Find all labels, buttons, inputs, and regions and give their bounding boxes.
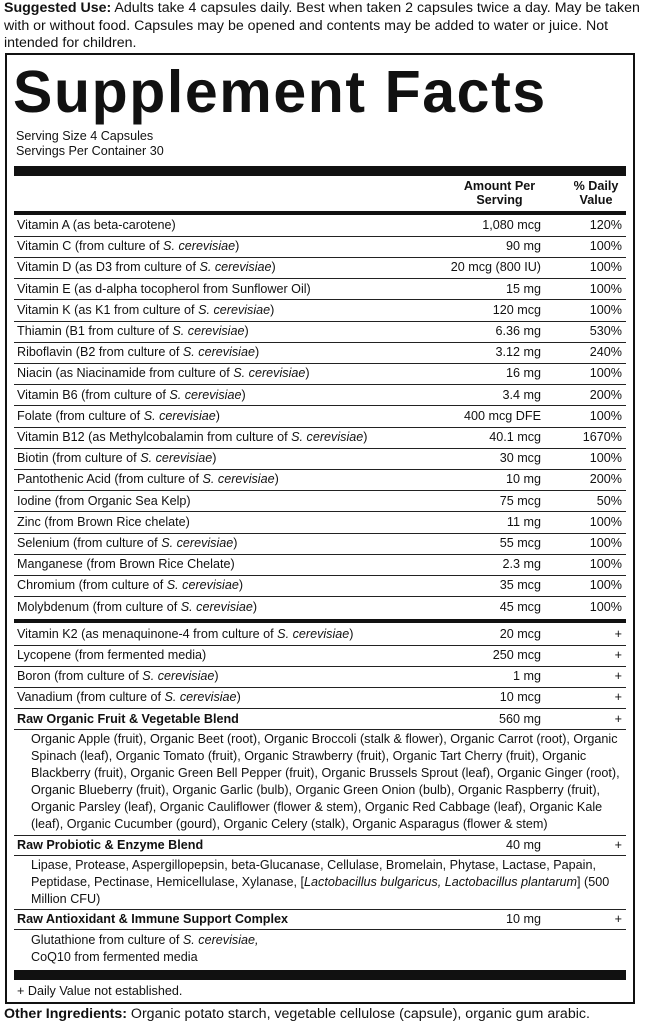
nutrient-amount: 250 mcg	[492, 648, 541, 662]
nutrient-name: Zinc (from Brown Rice chelate)	[17, 514, 190, 529]
daily-value-footnote: + Daily Value not established.	[17, 983, 183, 998]
nutrient-name: Vitamin C (from culture of S. cerevisiae)	[17, 239, 240, 254]
supplement-facts-panel	[5, 53, 635, 1004]
nutrient-row	[14, 215, 626, 236]
nutrient-amount: 35 mcg	[499, 578, 541, 593]
nutrient-name: Chromium (from culture of S. cerevisiae)	[17, 578, 244, 593]
nutrient-daily-value: 100%	[589, 408, 622, 423]
panel-title: Supplement Facts	[13, 59, 547, 125]
nutrient-row	[14, 257, 626, 278]
nutrient-daily-value: 100%	[589, 578, 622, 593]
nutrient-name: Vitamin D (as D3 from culture of S. cerevisiae)	[17, 260, 276, 275]
nutrient-daily-value: +	[614, 648, 622, 662]
suggested-use-text: Adults take 4 capsules daily. Best when taken 2 capsules twice a day. May be taken with or without food. Capsules may be opened and contents may be added to water or juice. Not intended for children.	[4, 0, 640, 51]
nutrient-name: Raw Probiotic & Enzyme Blend	[17, 837, 204, 852]
nutrient-amount: 16 mg	[505, 366, 541, 381]
nutrient-row	[14, 236, 626, 257]
nutrient-daily-value: 100%	[589, 239, 622, 254]
nutrient-amount: 10 mg	[505, 472, 541, 487]
nutrient-daily-value: +	[614, 711, 622, 726]
nutrient-name: Vitamin E (as d-alpha tocopherol from Sunflower Oil)	[17, 281, 311, 296]
cfu-count: ] (500 Million CFU)	[31, 874, 610, 906]
nutrient-name: Vitamin B12 (as Methylcobalamin from culture of S. cerevisiae)	[17, 430, 368, 444]
nutrient-daily-value: 200%	[589, 472, 622, 487]
suggested-use	[4, 0, 640, 53]
nutrient-row	[14, 363, 626, 384]
nutrient-amount: 40 mg	[505, 837, 541, 852]
nutrient-name: Raw Organic Fruit & Vegetable Blend	[17, 711, 239, 726]
nutrient-amount: 1,080 mcg	[482, 218, 541, 232]
probiotic-strains: Lactobacillus bulgaricus, Lactobacillus plantarum	[304, 874, 578, 889]
nutrient-row	[14, 491, 626, 512]
nutrient-daily-value: +	[614, 690, 622, 705]
nutrient-row	[14, 427, 626, 448]
nutrient-row	[14, 469, 626, 490]
nutrient-amount: 40.1 mcg	[489, 430, 541, 444]
nutrient-name: Vitamin K (as K1 from culture of S. cerevisiae)	[17, 302, 275, 317]
nutrient-row	[14, 512, 626, 533]
probiotic-enzyme-ingredients	[31, 857, 623, 908]
nutrient-name: Vitamin A (as beta-carotene)	[17, 218, 176, 232]
nutrient-row	[14, 448, 626, 469]
nutrient-amount: 20 mcg	[499, 626, 541, 641]
other-ingredients	[4, 1006, 590, 1022]
nutrient-amount: 120 mcg	[492, 302, 541, 317]
thick-divider-top	[14, 166, 626, 176]
nutrient-amount: 3.12 mg	[495, 345, 541, 360]
nutrient-row	[14, 533, 626, 554]
nutrient-daily-value: 240%	[589, 345, 622, 360]
col-amount-header: Amount Per Serving	[463, 179, 536, 207]
antioxidant-complex-ingredients	[31, 932, 623, 966]
nutrient-name: Pantothenic Acid (from culture of S. cerevisiae)	[17, 472, 279, 487]
nutrient-name: Vitamin B6 (from culture of S. cerevisiae)	[17, 387, 246, 402]
nutrient-daily-value: +	[614, 626, 622, 641]
glutathione-text: Glutathione from culture of	[31, 932, 183, 947]
nutrient-daily-value: 100%	[589, 366, 622, 381]
nutrient-row	[14, 709, 626, 730]
nutrient-row	[14, 597, 626, 618]
thick-divider-bottom	[14, 970, 626, 980]
nutrient-daily-value: 50%	[596, 493, 622, 508]
nutrient-daily-value: 100%	[589, 281, 622, 296]
nutrient-amount: 3.4 mg	[502, 387, 541, 402]
nutrient-name: Molybdenum (from culture of S. cerevisiae)	[17, 599, 258, 614]
nutrient-name: Riboflavin (B2 from culture of S. cerevisiae)	[17, 345, 260, 360]
nutrient-name: Selenium (from culture of S. cerevisiae)	[17, 536, 238, 550]
nutrient-daily-value: 100%	[589, 557, 622, 572]
nutrient-amount: 1 mg	[513, 669, 541, 684]
nutrient-daily-value: 100%	[589, 451, 622, 466]
nutrient-name: Boron (from culture of S. cerevisiae)	[17, 669, 219, 684]
nutrient-row	[14, 666, 626, 687]
nutrient-amount: 11 mg	[506, 514, 541, 529]
row-divider	[14, 929, 626, 930]
nutrient-row	[14, 554, 626, 575]
row-divider	[14, 729, 626, 730]
nutrient-row	[14, 279, 626, 300]
nutrient-daily-value: +	[614, 669, 622, 684]
nutrient-amount: 45 mcg	[499, 599, 541, 614]
col-dv-header: % Daily Value	[573, 179, 619, 207]
fruit-veg-blend-ingredients: Organic Apple (fruit), Organic Beet (root), Organic Broccoli (stalk & flower), Organic Carrot (root), Organic Spinach (leaf), Organic Tomato (fruit), Organic Strawberry (fruit), Organic Tart Cherry (fruit), Organic Blackberry (fruit), Organic Green Bell Pepper (fruit), Organic Brussels Sprout (leaf), Organic Ginger (root), Organic Blueberry (fruit), Organic Garlic (bulb), Organic Green Onion (bulb), Organic Raspberry (fruit), Organic Parsley (leaf), Organic Cauliflower (flower & stem), Organic Red Cabbage (leaf), Organic Kale (leaf), Organic Cucumber (gourd), Organic Celery (stalk), Organic Asparagus (flower & stem)	[31, 731, 620, 831]
nutrient-row	[14, 624, 626, 645]
nutrient-amount: 6.36 mg	[495, 324, 541, 338]
serving-size: Serving Size 4 Capsules	[16, 129, 154, 143]
nutrient-row	[14, 645, 626, 666]
nutrient-row	[14, 909, 626, 930]
nutrient-daily-value: 100%	[589, 302, 622, 317]
nutrient-row	[14, 687, 626, 708]
nutrient-daily-value: 530%	[589, 324, 622, 338]
nutrient-amount: 55 mcg	[499, 536, 541, 550]
row-divider	[14, 855, 626, 856]
nutrient-name: Raw Antioxidant & Immune Support Complex	[17, 911, 289, 926]
nutrient-daily-value: 100%	[589, 514, 622, 529]
nutrient-amount: 15 mg	[505, 281, 541, 296]
nutrient-amount: 400 mcg DFE	[464, 408, 541, 423]
nutrient-row	[14, 835, 626, 856]
nutrient-daily-value: 100%	[589, 599, 622, 614]
section-divider	[14, 619, 626, 623]
nutrient-daily-value: 120%	[589, 218, 622, 232]
nutrient-row	[14, 342, 626, 363]
nutrient-amount: 75 mcg	[499, 493, 541, 508]
nutrient-amount: 2.3 mg	[502, 557, 541, 572]
nutrient-daily-value: 100%	[589, 260, 622, 275]
other-ingredients-text: Organic potato starch, vegetable cellulose (capsule), organic gum arabic.	[126, 1006, 590, 1022]
nutrient-row	[14, 321, 626, 342]
nutrient-name: Biotin (from culture of S. cerevisiae)	[17, 451, 217, 466]
other-ingredients-label: Other Ingredients:	[4, 1006, 127, 1022]
suggested-use-label: Suggested Use:	[4, 0, 112, 16]
coq10-text: CoQ10 from fermented media	[31, 949, 198, 964]
nutrient-amount: 10 mg	[505, 911, 541, 926]
nutrient-name: Lycopene (from fermented media)	[17, 648, 207, 662]
nutrient-row	[14, 575, 626, 596]
nutrient-name: Iodine (from Organic Sea Kelp)	[17, 493, 191, 508]
nutrient-name: Vanadium (from culture of S. cerevisiae)	[17, 690, 241, 705]
nutrient-amount: 30 mcg	[499, 451, 541, 466]
nutrient-row	[14, 300, 626, 321]
nutrient-daily-value: 1670%	[582, 430, 622, 444]
nutrient-amount: 10 mcg	[499, 690, 541, 705]
nutrient-name: Thiamin (B1 from culture of S. cerevisiae)	[17, 324, 249, 338]
nutrient-daily-value: 100%	[589, 536, 622, 550]
nutrient-name: Vitamin K2 (as menaquinone-4 from culture of S. cerevisiae)	[17, 626, 354, 641]
culture-name: S. cerevisiae,	[182, 932, 259, 947]
nutrient-daily-value: 200%	[589, 387, 622, 402]
nutrient-name: Niacin (as Niacinamide from culture of S. cerevisiae)	[17, 366, 310, 381]
nutrient-daily-value: +	[614, 911, 622, 926]
nutrient-amount: 20 mcg (800 IU)	[450, 260, 541, 275]
servings-per-container: Servings Per Container 30	[16, 144, 164, 158]
enzymes-text: Lipase, Protease, Aspergillopepsin, beta-Glucanase, Cellulase, Bromelain, Phytase, Lactase, Papain, Peptidase, Pectinase, Hemicellulase, Xylanase, [	[31, 857, 596, 889]
nutrient-amount: 560 mg	[498, 711, 541, 726]
nutrient-amount: 90 mg	[505, 239, 541, 254]
nutrient-row	[14, 406, 626, 427]
nutrient-row	[14, 385, 626, 406]
nutrient-daily-value: +	[614, 837, 622, 852]
nutrient-name: Folate (from culture of S. cerevisiae)	[17, 408, 220, 423]
nutrient-name: Manganese (from Brown Rice Chelate)	[17, 557, 235, 572]
